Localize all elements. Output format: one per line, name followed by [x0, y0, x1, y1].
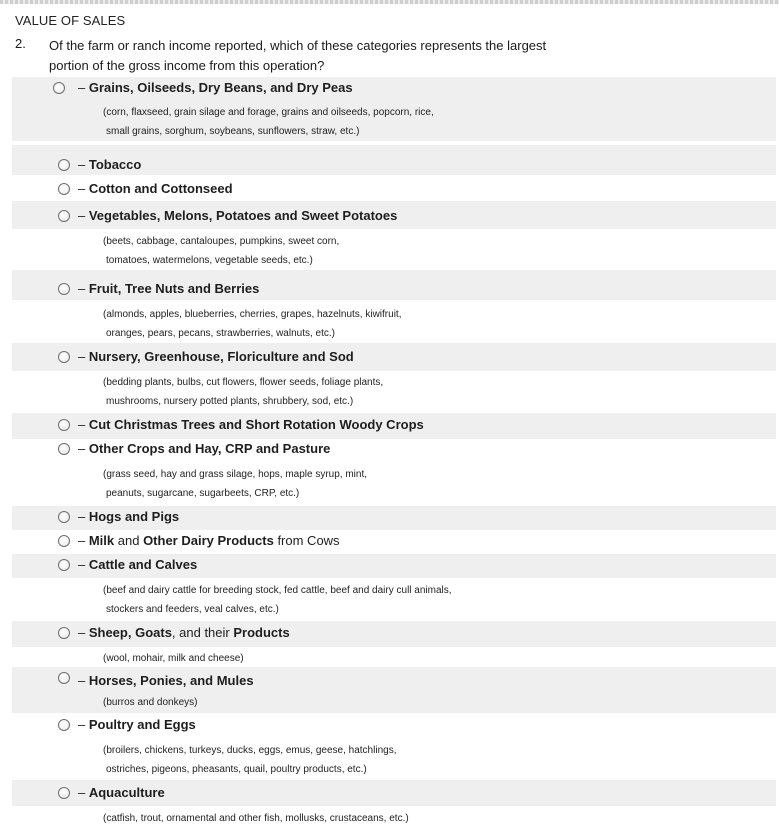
radio-milk[interactable]: [58, 535, 70, 547]
radio-christmas[interactable]: [58, 419, 70, 431]
option-detail-aquaculture: [103, 809, 409, 828]
detail-line-2: tomatoes, watermelons, vegetable seeds, etc.): [106, 255, 313, 266]
option-label-milk[interactable]: [78, 533, 340, 548]
question-line-2: portion of the gross income from this operation?: [49, 58, 325, 73]
radio-hogs[interactable]: [58, 511, 70, 523]
label-dash: –: [78, 625, 89, 640]
detail-line-2: small grains, sorghum, soybeans, sunflowers, straw, etc.): [106, 126, 360, 137]
option-label-sheep[interactable]: [78, 625, 290, 640]
label-text: Aquaculture: [88, 785, 165, 800]
radio-vegetables[interactable]: [58, 210, 70, 222]
detail-line-2: stockers and feeders, veal calves, etc.): [106, 604, 279, 615]
detail-line-1: (catfish, trout, ornamental and other fish, mollusks, crustaceans, etc.): [103, 813, 409, 824]
radio-cattle[interactable]: [58, 559, 70, 571]
radio-aquaculture[interactable]: [58, 787, 70, 799]
detail-line-1: (almonds, apples, blueberries, cherries, grapes, hazelnuts, kiwifruit,: [103, 309, 402, 320]
top-border: [0, 0, 779, 4]
radio-horses[interactable]: [58, 672, 70, 684]
option-label-horses[interactable]: [78, 673, 254, 688]
option-detail-nursery: [103, 373, 383, 411]
detail-line-1: (bedding plants, bulbs, cut flowers, flower seeds, foliage plants,: [103, 377, 384, 388]
option-label-tobacco[interactable]: [78, 157, 141, 172]
detail-line-1: (beets, cabbage, cantaloupes, pumpkins, sweet corn,: [103, 236, 340, 247]
question-number: 2.: [15, 36, 26, 51]
question-line-1: Of the farm or ranch income reported, which of these categories represents the largest: [49, 38, 547, 53]
option-label-aquaculture[interactable]: [78, 785, 165, 800]
label-text: Other Crops and Hay, CRP and Pasture: [88, 441, 331, 456]
option-detail-vegetables: [103, 232, 339, 270]
label-milk: Milk: [88, 533, 115, 548]
section-heading: VALUE OF SALES: [15, 13, 126, 28]
radio-grains[interactable]: [53, 82, 65, 94]
detail-line-2: ostriches, pigeons, pheasants, quail, poultry products, etc.): [106, 764, 367, 775]
radio-fruit[interactable]: [58, 283, 70, 295]
label-dash: –: [78, 441, 89, 456]
label-other-dairy: Other Dairy Products: [143, 533, 274, 548]
label-dash: –: [78, 673, 89, 688]
detail-line-1: (beef and dairy cattle for breeding stock, fed cattle, beef and dairy cull animals,: [103, 585, 452, 596]
option-label-cattle[interactable]: [78, 557, 197, 572]
label-dash: –: [78, 509, 89, 524]
detail-line-2: peanuts, sugarcane, sugarbeets, CRP, etc.): [106, 488, 300, 499]
label-and: and: [114, 533, 144, 548]
radio-cotton[interactable]: [58, 183, 70, 195]
radio-nursery[interactable]: [58, 351, 70, 363]
option-detail-sheep: [103, 649, 244, 668]
option-label-other-crops[interactable]: [78, 441, 330, 456]
option-label-nursery[interactable]: [78, 349, 354, 364]
label-dash: –: [78, 349, 89, 364]
detail-line-1: (broilers, chickens, turkeys, ducks, eggs, emus, geese, hatchlings,: [103, 745, 397, 756]
detail-line-1: (corn, flaxseed, grain silage and forage, grains and oilseeds, popcorn, rice,: [103, 107, 434, 118]
option-label-fruit[interactable]: [78, 281, 259, 296]
option-detail-cattle: [103, 581, 452, 619]
option-label-grains[interactable]: [78, 80, 353, 95]
radio-sheep[interactable]: [58, 627, 70, 639]
label-dash: –: [78, 281, 89, 296]
label-text: Nursery, Greenhouse, Floriculture and Sod: [88, 349, 354, 364]
label-text: Cattle and Calves: [88, 557, 198, 572]
label-dash: –: [78, 533, 89, 548]
label-dash: –: [78, 80, 89, 95]
option-label-hogs[interactable]: [78, 509, 179, 524]
label-text: Cotton and Cottonseed: [88, 181, 233, 196]
option-detail-grains: [103, 103, 434, 141]
detail-line-2: oranges, pears, pecans, strawberries, walnuts, etc.): [106, 328, 335, 339]
detail-line-1: (burros and donkeys): [103, 697, 198, 708]
label-from-cows: from Cows: [273, 533, 340, 548]
option-label-vegetables[interactable]: [78, 208, 397, 223]
label-text: Grains, Oilseeds, Dry Beans, and Dry Peas: [88, 80, 353, 95]
label-dash: –: [78, 417, 89, 432]
label-sheep-goats: Sheep, Goats: [88, 625, 172, 640]
radio-other-crops[interactable]: [58, 443, 70, 455]
label-text: Horses, Ponies, and Mules: [88, 673, 254, 688]
radio-tobacco[interactable]: [58, 159, 70, 171]
question-text: [49, 36, 569, 76]
option-label-christmas[interactable]: [78, 417, 424, 432]
detail-line-1: (grass seed, hay and grass silage, hops, maple syrup, mint,: [103, 469, 368, 480]
label-dash: –: [78, 208, 89, 223]
label-products: Products: [233, 625, 290, 640]
option-label-cotton[interactable]: [78, 181, 233, 196]
option-detail-fruit: [103, 305, 401, 343]
label-text: Hogs and Pigs: [88, 509, 180, 524]
label-dash: –: [78, 181, 89, 196]
label-text: Poultry and Eggs: [88, 717, 196, 732]
label-text: Cut Christmas Trees and Short Rotation Woody Crops: [88, 417, 424, 432]
label-dash: –: [78, 785, 89, 800]
label-dash: –: [78, 717, 89, 732]
radio-poultry[interactable]: [58, 719, 70, 731]
label-text: Tobacco: [88, 157, 142, 172]
detail-line-2: mushrooms, nursery potted plants, shrubbery, sod, etc.): [106, 396, 354, 407]
option-detail-other-crops: [103, 465, 367, 503]
label-dash: –: [78, 157, 89, 172]
label-and-their: , and their: [171, 625, 234, 640]
detail-line-1: (wool, mohair, milk and cheese): [103, 653, 244, 664]
label-text: Vegetables, Melons, Potatoes and Sweet Potatoes: [88, 208, 398, 223]
option-detail-poultry: [103, 741, 396, 779]
option-detail-horses: [103, 693, 198, 712]
option-label-poultry[interactable]: [78, 717, 196, 732]
label-text: Fruit, Tree Nuts and Berries: [88, 281, 260, 296]
label-dash: –: [78, 557, 89, 572]
